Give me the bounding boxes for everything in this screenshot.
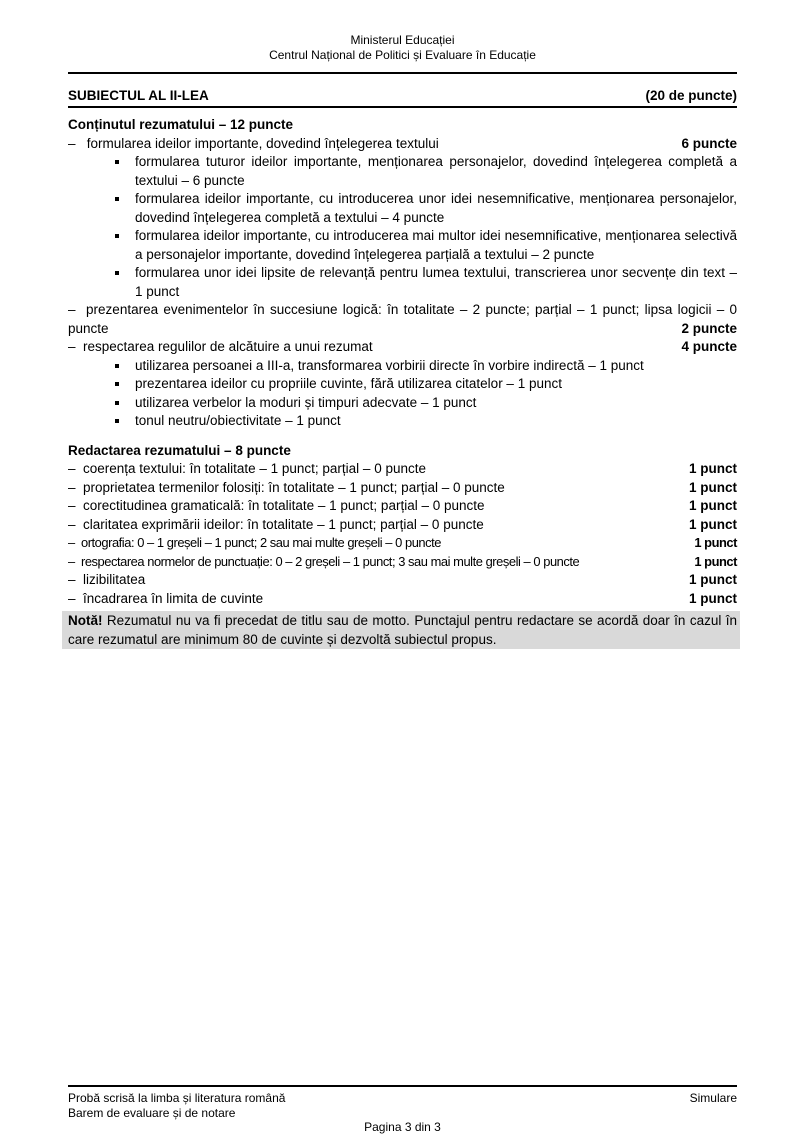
sub-criterion-text: utilizarea verbelor la moduri și timpuri adecvate – 1 punct [135, 394, 477, 410]
bullet-square-icon [115, 382, 119, 386]
criterion-points: 4 puncte [681, 339, 737, 354]
sub-criterion-text: formularea ideilor importante, cu introducerea unor idei nesemnificative, menționarea personajelor, dovedind înțelegerea completă a textului – 4 puncte [135, 191, 737, 225]
criterion-points: 6 puncte [681, 135, 737, 151]
bullet-square-icon [115, 401, 119, 405]
criterion-text: – lizibilitatea [68, 572, 146, 587]
note-box [62, 611, 740, 649]
criterion-row [68, 590, 737, 609]
bullet-square-icon [115, 364, 119, 368]
footer-session-label: Simulare [689, 1091, 737, 1105]
sub-criterion-text: formularea ideilor importante, cu introducerea mai multor idei nesemnificative, menționarea selectivă a personajelor importante, dovedind înțelegerea parțială a textului – 2 puncte [135, 228, 737, 262]
subject-title-row [68, 88, 737, 108]
sub-criterion-text: tonul neutru/obiectivitate – 1 punct [135, 413, 341, 428]
sub-criterion-row [68, 357, 737, 376]
sub-criterion-text: utilizarea persoanei a III-a, transformarea vorbirii directe în vorbire indirectă – 1 punct [135, 357, 644, 373]
criterion-text: – formularea ideilor importante, dovedind înțelegerea textului [68, 135, 439, 151]
criterion-points: 1 punct [688, 590, 737, 606]
header-line-ministry: Ministerul Educației [350, 33, 455, 47]
note-text: Rezumatul nu va fi precedat de titlu sau de motto. Punctajul pentru redactare se acordă doar în cazul în care rezumatul are minimum 80 de cuvinte și dezvoltă subiectul propus. [68, 613, 737, 647]
footer-page-number: Pagina 3 din 3 [364, 1120, 441, 1134]
sub-criterion-row [68, 412, 737, 431]
criterion-row [68, 135, 737, 154]
criterion-text: – claritatea exprimării ideilor: în totalitate – 1 punct; parțial – 0 puncte [68, 516, 484, 532]
criterion-points: 1 punct [688, 498, 737, 513]
criterion-row [68, 516, 737, 535]
header-line-center: Centrul Național de Politici și Evaluare în Educație [269, 48, 536, 62]
sub-criterion-row [68, 375, 737, 394]
document-header [68, 33, 737, 63]
criterion-row [68, 534, 737, 553]
footer-doc-type: Barem de evaluare și de notare [68, 1105, 236, 1120]
sub-criterion-row [68, 153, 737, 190]
sub-criterion-row [68, 264, 737, 301]
criterion-points: 1 punct [688, 461, 737, 476]
criterion-points: 1 punct [694, 535, 737, 550]
criterion-row [68, 301, 737, 338]
criterion-points: 2 puncte [681, 320, 737, 336]
criterion-row [68, 497, 737, 516]
sub-criterion-text: formularea unor idei lipsite de relevanță pentru lumea textului, transcrierea unor secvențe din text – 1 punct [135, 265, 737, 299]
sub-criterion-row [68, 227, 737, 264]
bullet-square-icon [115, 234, 119, 238]
criterion-points: 1 punct [688, 479, 737, 495]
sub-criterion-row [68, 190, 737, 227]
criterion-text: – ortografia: 0 – 1 greșeli – 1 punct; 2 sau mai multe greșeli – 0 puncte [68, 535, 441, 550]
criterion-text: – respectarea normelor de punctuație: 0 – 2 greșeli – 1 punct; 3 sau mai multe greșeli – 0 puncte [68, 553, 580, 569]
sections-container [68, 116, 737, 608]
bullet-square-icon [115, 419, 119, 423]
note-label: Notă! [68, 613, 103, 628]
sub-criterion-text: prezentarea ideilor cu propriile cuvinte, fără utilizarea citatelor – 1 punct [135, 376, 562, 391]
rubric-section [68, 442, 737, 609]
criterion-points: 1 punct [688, 516, 737, 532]
header-rule [68, 72, 737, 74]
section-heading: Conținutul rezumatului – 12 puncte [68, 117, 294, 132]
criterion-text: – coerența textului: în totalitate – 1 punct; parțial – 0 puncte [68, 461, 426, 476]
criterion-text: – respectarea regulilor de alcătuire a unui rezumat [68, 339, 373, 354]
footer-rule-row [68, 1085, 737, 1120]
subject-points: (20 de puncte) [645, 88, 737, 103]
page-footer [68, 1085, 737, 1135]
criterion-text: – încadrarea în limita de cuvinte [68, 590, 264, 606]
criterion-row [68, 553, 737, 572]
section-heading: Redactarea rezumatului – 8 puncte [68, 442, 291, 458]
sub-criterion-text: formularea tuturor ideilor importante, menționarea personajelor, dovedind înțelegerea completă a textului – 6 puncte [135, 154, 737, 188]
criterion-text: – proprietatea termenilor folosiți: în totalitate – 1 punct; parțial – 0 puncte [68, 479, 505, 495]
footer-left-block [68, 1091, 285, 1120]
criterion-text: – prezentarea evenimentelor în succesiune logică: în totalitate – 2 puncte; parțial – 1 punct; lipsa logicii – 0 puncte [68, 302, 737, 336]
criterion-points: 1 punct [694, 553, 737, 569]
footer-exam-name: Probă scrisă la limba și literatura română [68, 1091, 286, 1105]
criterion-row [68, 338, 737, 357]
criterion-row [68, 479, 737, 498]
rubric-section [68, 116, 737, 431]
bullet-square-icon [115, 197, 119, 201]
criterion-row [68, 571, 737, 590]
criterion-points: 1 punct [688, 572, 737, 587]
bullet-square-icon [115, 271, 119, 275]
criterion-row [68, 460, 737, 479]
bullet-square-icon [115, 160, 119, 164]
sub-criterion-row [68, 394, 737, 413]
criterion-text: – corectitudinea gramaticală: în totalitate – 1 punct; parțial – 0 puncte [68, 498, 485, 513]
subject-title: SUBIECTUL AL II-LEA [68, 88, 209, 103]
